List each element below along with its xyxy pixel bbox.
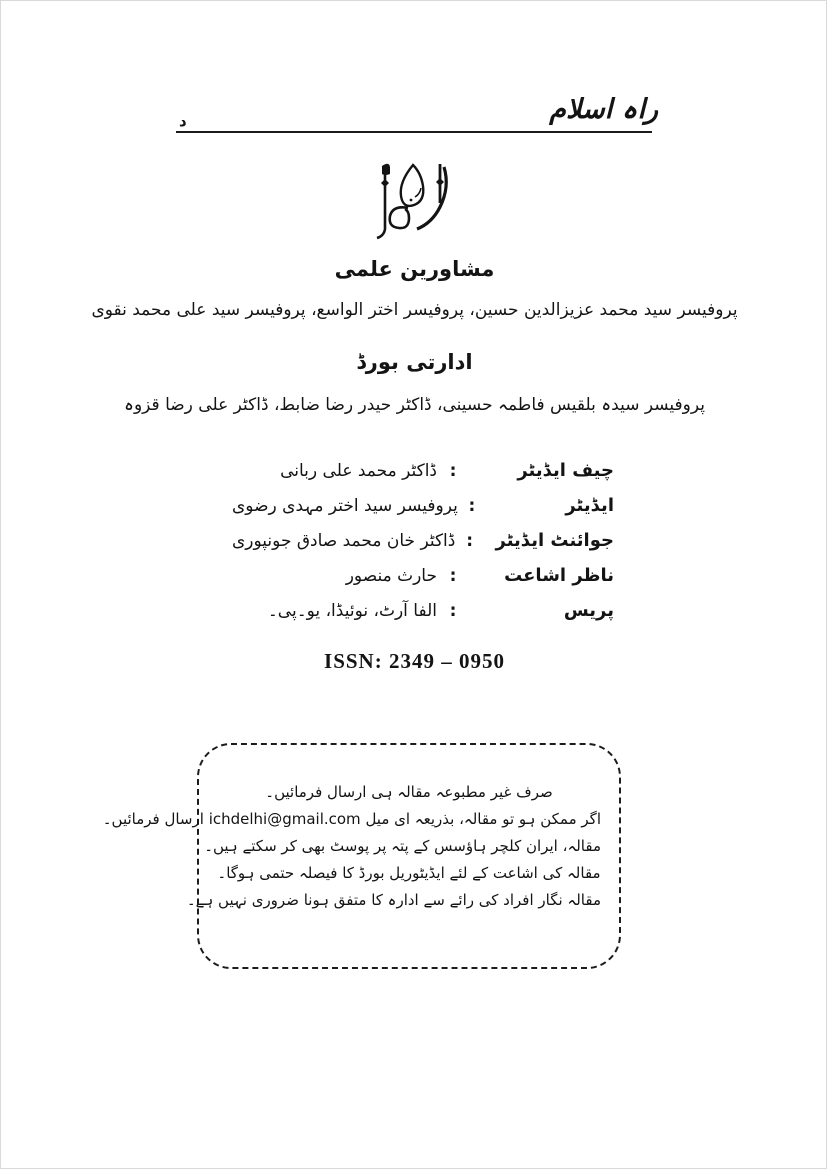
role-value: الفا آرٹ، نوئیڈا، یو۔پی۔ [267,601,437,621]
role-value: حارث منصور [345,566,437,586]
separator: : [449,566,457,586]
logo-container [1,159,826,251]
note-line-disclaimer: مقالہ نگار افراد کی رائے سے ادارہ کا متفق ہونا ضروری نہیں ہے۔ [186,891,601,909]
role-label: چیف ایڈیٹر [517,460,614,481]
page-side-letter: د [179,112,187,130]
note-line-unpublished-only: صرف غیر مطبوعہ مقالہ ہی ارسال فرمائیں۔ [265,783,553,801]
submission-notes-box [102,743,621,969]
issn-line: ISSN: 2349 – 0950 [324,649,505,673]
note-line-postal-submission: مقالہ، ایران کلچر ہاؤسس کے پتہ پر پوسٹ بھی کر سکتے ہیں۔ [204,837,601,855]
role-label: پریس [563,600,614,621]
role-value: ڈاکٹر محمد علی ربانی [280,461,437,481]
page-header [176,1,658,133]
masthead-table [232,460,614,635]
separator: : [449,601,457,621]
journal-wordmark: راہ اسلام [549,94,658,125]
separator: : [468,496,476,516]
advisors-names: پروفیسر سید محمد عزیزالدین حسین، پروفیسر اختر الواسع، پروفیسر سید علی محمد نقوی [91,300,738,320]
advisors-heading: مشاورین علمی [334,257,495,281]
note-line-email-submission: اگر ممکن ہو تو مقالہ، بذریعہ ای میل ichdelhi@gmail.com ارسال فرمائیں۔ [102,810,601,828]
masthead-row-chief-editor [232,460,614,495]
rah-e-islam-calligraphy-logo [368,232,460,251]
role-value: پروفیسر سید اختر مہدی رضوی [232,496,458,516]
masthead-row-joint-editor [232,530,614,565]
editorial-board-names: پروفیسر سیدہ بلقیس فاطمہ حسینی، ڈاکٹر حیدر رضا ضابط، ڈاکٹر علی رضا قزوہ [123,395,705,415]
role-label: جوائنٹ ایڈیٹر [495,530,614,551]
separator: : [466,531,474,551]
masthead-row-press [232,600,614,635]
role-value: ڈاکٹر خان محمد صادق جونپوری [232,531,456,551]
masthead-row-editor [232,495,614,530]
editorial-board-heading: ادارتی بورڈ [356,350,473,374]
role-label: ناظر اشاعت [504,565,614,586]
masthead-row-publication-supervisor [232,565,614,600]
note-line-board-decision: مقالہ کی اشاعت کے لئے ایڈیٹوریل بورڈ کا فیصلہ حتمی ہوگا۔ [217,864,601,882]
role-label: ایڈیٹر [565,495,614,516]
separator: : [449,461,457,481]
